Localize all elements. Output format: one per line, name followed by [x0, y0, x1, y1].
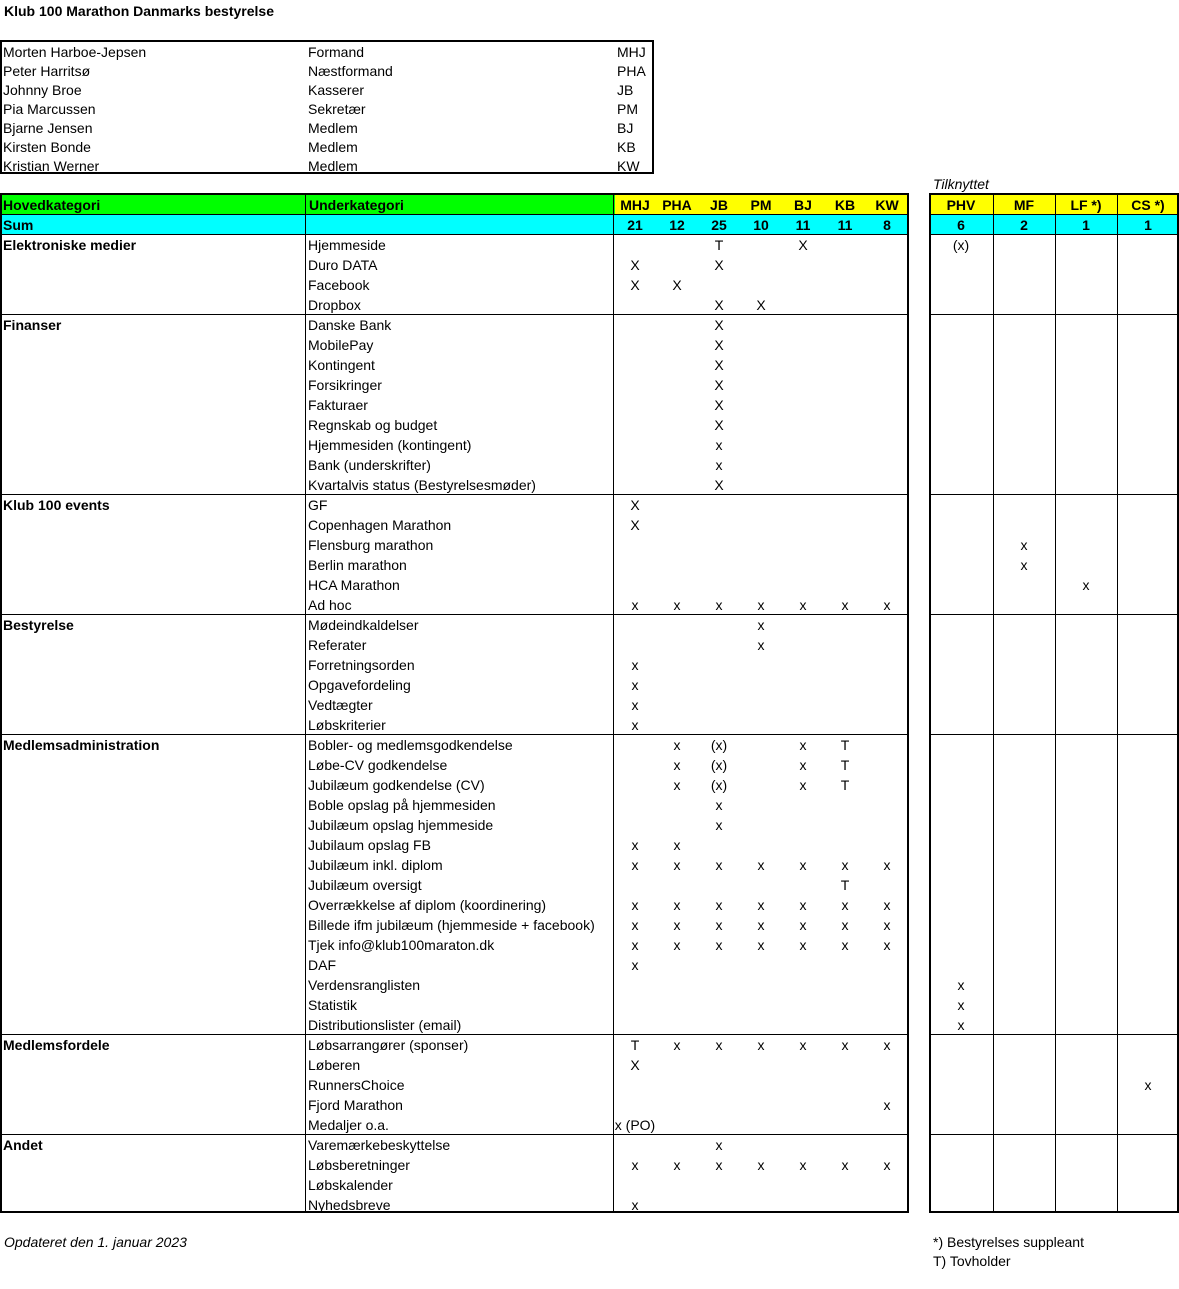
member-role: Kasserer: [308, 82, 365, 98]
subcategory-label: HCA Marathon: [308, 577, 400, 593]
group-divider: [2, 734, 907, 735]
assignment-mark: x: [673, 757, 681, 773]
side-column-header: CS *): [1131, 197, 1165, 213]
member-row: [2, 138, 652, 157]
assignment-mark: x: [631, 837, 639, 853]
header-sub-category: Underkategori: [309, 197, 404, 213]
subcategory-label: Tjek info@klub100maraton.dk: [308, 937, 495, 953]
assignment-mark: x: [631, 917, 639, 933]
member-role: Formand: [308, 44, 365, 60]
member-row: [2, 43, 652, 62]
updated-date: Opdateret den 1. januar 2023: [4, 1234, 187, 1250]
assignment-mark: x: [799, 777, 807, 793]
assignment-mark: x: [883, 1157, 891, 1173]
assignment-mark: x: [631, 897, 639, 913]
member-initials: KW: [617, 158, 640, 174]
member-row: [2, 157, 652, 176]
assignment-mark: X: [714, 337, 724, 353]
member-name: Johnny Broe: [3, 82, 82, 98]
assignment-mark: (x): [710, 757, 728, 773]
assignment-mark: X: [714, 397, 724, 413]
column-divider: [1117, 195, 1118, 1211]
subcategory-label: RunnersChoice: [308, 1077, 405, 1093]
assignment-mark: x: [715, 1137, 723, 1153]
category-heading: Medlemsadministration: [3, 737, 160, 753]
subcategory-label: Duro DATA: [308, 257, 378, 273]
assignment-mark: x: [673, 897, 681, 913]
column-header-pha: PHA: [662, 197, 692, 213]
member-name: Kirsten Bonde: [3, 139, 91, 155]
column-sum-kw: 8: [883, 217, 891, 233]
subcategory-label: Varemærkebeskyttelse: [308, 1137, 451, 1153]
column-header-jb: JB: [710, 197, 728, 213]
assignment-mark: x: [715, 797, 723, 813]
category-heading: Klub 100 events: [3, 497, 110, 513]
assignment-mark: x: [1144, 1077, 1152, 1093]
assignment-mark: T: [840, 737, 850, 753]
assignment-mark: x: [673, 837, 681, 853]
assignment-mark: x: [673, 1037, 681, 1053]
assignment-mark: T: [840, 777, 850, 793]
column-header-bj: BJ: [794, 197, 812, 213]
group-divider: [2, 494, 907, 495]
assignment-mark: x: [757, 1157, 765, 1173]
assignment-mark: X: [714, 297, 724, 313]
member-initials: PHA: [617, 63, 646, 79]
assignment-mark: x: [715, 1157, 723, 1173]
assignment-mark: x: [757, 937, 765, 953]
group-divider: [2, 214, 907, 215]
header-main-category: Hovedkategori: [3, 197, 101, 213]
column-header-mhj: MHJ: [620, 197, 650, 213]
column-sum-kb: 11: [837, 217, 853, 233]
subcategory-label: Jubilæum opslag hjemmeside: [308, 817, 494, 833]
assignment-mark: x: [631, 957, 639, 973]
assignment-mark: x: [631, 1197, 639, 1213]
assignment-mark: x: [883, 937, 891, 953]
group-divider: [931, 1034, 1177, 1035]
assignment-mark: X: [714, 357, 724, 373]
assignment-mark: x: [757, 597, 765, 613]
column-divider: [993, 195, 994, 1211]
side-column-sum: 1: [1144, 217, 1152, 233]
assignment-mark: (x): [710, 737, 728, 753]
group-divider: [2, 314, 907, 315]
assignment-mark: x: [631, 717, 639, 733]
subcategory-label: Flensburg marathon: [308, 537, 434, 553]
assignment-mark: x: [715, 597, 723, 613]
assignment-mark: x: [715, 817, 723, 833]
column-sum-pm: 10: [753, 217, 769, 233]
assignment-mark: X: [672, 277, 682, 293]
side-column-header: PHV: [946, 197, 976, 213]
assignment-mark: x: [799, 897, 807, 913]
side-column-header: MF: [1013, 197, 1035, 213]
group-divider: [2, 234, 907, 235]
assignment-mark: X: [798, 237, 808, 253]
column-sum-mhj: 21: [627, 217, 643, 233]
assignment-mark: T: [840, 877, 850, 893]
group-divider: [931, 734, 1177, 735]
member-initials: KB: [617, 139, 636, 155]
assignment-mark: x: [715, 917, 723, 933]
assignment-mark: x: [841, 1157, 849, 1173]
subcategory-label: Statistik: [308, 997, 358, 1013]
assignment-mark: x: [799, 1157, 807, 1173]
subcategory-label: Overrækkelse af diplom (koordinering): [308, 897, 547, 913]
assignment-mark: x: [673, 857, 681, 873]
group-divider: [931, 1134, 1177, 1135]
member-name: Pia Marcussen: [3, 101, 96, 117]
assignment-mark: X: [630, 277, 640, 293]
group-divider: [931, 234, 1177, 235]
group-divider: [931, 614, 1177, 615]
subcategory-label: Hjemmesiden (kontingent): [308, 437, 472, 453]
subcategory-label: Facebook: [308, 277, 370, 293]
assignment-mark: x: [673, 937, 681, 953]
assignment-mark: X: [630, 1057, 640, 1073]
assignment-mark: x: [715, 1037, 723, 1053]
assignment-mark: x: [673, 597, 681, 613]
member-role: Medlem: [308, 158, 358, 174]
assignment-mark: X: [630, 497, 640, 513]
assignment-mark: x: [631, 677, 639, 693]
assignment-mark: x: [631, 937, 639, 953]
assignment-mark: x: [715, 857, 723, 873]
assignment-mark: x: [715, 437, 723, 453]
subcategory-label: Regnskab og budget: [308, 417, 438, 433]
column-sum-jb: 25: [711, 217, 727, 233]
assignment-mark: X: [630, 257, 640, 273]
member-row: [2, 62, 652, 81]
member-role: Medlem: [308, 139, 358, 155]
assignment-mark: x: [757, 617, 765, 633]
subcategory-label: Løbe-CV godkendelse: [308, 757, 448, 773]
subcategory-label: Jubilæum inkl. diplom: [308, 857, 443, 873]
subcategory-label: Hjemmeside: [308, 237, 386, 253]
assignment-mark: x: [631, 857, 639, 873]
column-sum-bj: 11: [795, 217, 811, 233]
subcategory-label: MobilePay: [308, 337, 374, 353]
assignment-mark: x: [673, 1157, 681, 1173]
assignment-mark: T: [630, 1037, 640, 1053]
assignment-mark: x: [757, 1037, 765, 1053]
footnote-tovholder: T) Tovholder: [933, 1253, 1011, 1269]
subcategory-label: DAF: [308, 957, 336, 973]
assignment-mark: x: [883, 857, 891, 873]
assignment-mark: x: [1082, 577, 1090, 593]
category-heading: Bestyrelse: [3, 617, 74, 633]
member-name: Kristian Werner: [3, 158, 100, 174]
subcategory-label: Løbsberetninger: [308, 1157, 410, 1173]
member-name: Morten Harboe-Jepsen: [3, 44, 147, 60]
side-column-sum: 6: [957, 217, 965, 233]
column-divider: [305, 195, 306, 1211]
member-name: Peter Harritsø: [3, 63, 91, 79]
column-header-kb: KB: [834, 197, 856, 213]
group-divider: [931, 214, 1177, 215]
member-row: [2, 119, 652, 138]
subcategory-label: Mødeindkaldelser: [308, 617, 419, 633]
assignment-mark: x: [757, 637, 765, 653]
assignment-mark: x: [631, 597, 639, 613]
assignment-mark: x: [883, 917, 891, 933]
page-title: Klub 100 Marathon Danmarks bestyrelse: [4, 3, 274, 19]
assignment-mark: x: [841, 1037, 849, 1053]
subcategory-label: Boble opslag på hjemmesiden: [308, 797, 496, 813]
side-column-sum: 1: [1082, 217, 1090, 233]
members-table: [0, 40, 654, 174]
member-row: [2, 81, 652, 100]
assignment-mark: T: [840, 757, 850, 773]
subcategory-label: Jubilæum godkendelse (CV): [308, 777, 485, 793]
subcategory-label: Nyhedsbreve: [308, 1197, 391, 1213]
column-header-kw: KW: [875, 197, 899, 213]
sum-label: Sum: [3, 217, 34, 233]
subcategory-label: Dropbox: [308, 297, 361, 313]
assignment-mark: x: [841, 937, 849, 953]
assignment-mark: x: [631, 697, 639, 713]
assignment-mark: x: [757, 897, 765, 913]
assignment-mark: x: [799, 757, 807, 773]
task-grid-affiliated: [929, 193, 1179, 1213]
assignment-mark: x: [757, 857, 765, 873]
subcategory-label: Copenhagen Marathon: [308, 517, 452, 533]
subcategory-label: Fjord Marathon: [308, 1097, 403, 1113]
group-divider: [2, 1034, 907, 1035]
assignment-mark: X: [714, 377, 724, 393]
subcategory-label: Billede ifm jubilæum (hjemmeside + facebook): [308, 917, 595, 933]
group-divider: [931, 494, 1177, 495]
subcategory-label: Kontingent: [308, 357, 375, 373]
column-header-pm: PM: [750, 197, 772, 213]
assignment-mark: x: [631, 1157, 639, 1173]
subcategory-label: Danske Bank: [308, 317, 392, 333]
assignment-mark: X: [714, 477, 724, 493]
subcategory-label: Jubilaum opslag FB: [308, 837, 431, 853]
subcategory-label: Jubilæum oversigt: [308, 877, 422, 893]
assignment-mark: x: [957, 977, 965, 993]
task-grid-board: [0, 193, 909, 1213]
side-column-header: LF *): [1070, 197, 1102, 213]
subcategory-label: Opgavefordeling: [308, 677, 411, 693]
assignment-mark: x: [799, 737, 807, 753]
member-name: Bjarne Jensen: [3, 120, 93, 136]
assignment-mark: x: [841, 897, 849, 913]
subcategory-label: Bank (underskrifter): [308, 457, 431, 473]
category-heading: Finanser: [3, 317, 62, 333]
subcategory-label: Vedtægter: [308, 697, 373, 713]
subcategory-label: Løbsarrangører (sponser): [308, 1037, 469, 1053]
assignment-mark: X: [630, 517, 640, 533]
column-divider: [1055, 195, 1056, 1211]
assignment-mark: x: [757, 917, 765, 933]
member-role: Medlem: [308, 120, 358, 136]
group-divider: [2, 1134, 907, 1135]
assignment-mark: x: [799, 597, 807, 613]
assignment-mark: x: [799, 917, 807, 933]
assignment-mark: T: [714, 237, 724, 253]
category-heading: Andet: [3, 1137, 43, 1153]
assignment-mark: X: [714, 257, 724, 273]
assignment-mark: x: [673, 777, 681, 793]
assignment-mark: x: [673, 917, 681, 933]
footnote-suppleant: *) Bestyrelses suppleant: [933, 1234, 1084, 1250]
column-sum-pha: 12: [669, 217, 685, 233]
member-role: Næstformand: [308, 63, 393, 79]
assignment-mark: x: [799, 937, 807, 953]
assignment-mark: x: [841, 857, 849, 873]
subcategory-label: Løbskriterier: [308, 717, 386, 733]
subcategory-label: Ad hoc: [308, 597, 352, 613]
assignment-mark: X: [714, 317, 724, 333]
subcategory-label: Løberen: [308, 1057, 361, 1073]
category-heading: Medlemsfordele: [3, 1037, 110, 1053]
subcategory-label: Referater: [308, 637, 367, 653]
assignment-mark: x: [799, 1037, 807, 1053]
assignment-mark: x: [841, 597, 849, 613]
subcategory-label: Medaljer o.a.: [308, 1117, 389, 1133]
assignment-mark: x: [673, 737, 681, 753]
assignment-mark: x (PO): [614, 1117, 656, 1133]
subcategory-label: Bobler- og medlemsgodkendelse: [308, 737, 513, 753]
assignment-mark: x: [631, 657, 639, 673]
subcategory-label: Løbskalender: [308, 1177, 393, 1193]
member-row: [2, 100, 652, 119]
assignment-mark: x: [715, 937, 723, 953]
assignment-mark: x: [799, 857, 807, 873]
subcategory-label: Fakturaer: [308, 397, 368, 413]
affiliated-label: Tilknyttet: [933, 176, 989, 192]
assignment-mark: (x): [952, 237, 970, 253]
subcategory-label: Forretningsorden: [308, 657, 415, 673]
group-divider: [2, 614, 907, 615]
assignment-mark: x: [715, 457, 723, 473]
assignment-mark: x: [1020, 557, 1028, 573]
subcategory-label: GF: [308, 497, 328, 513]
assignment-mark: x: [957, 997, 965, 1013]
assignment-mark: x: [841, 917, 849, 933]
assignment-mark: X: [756, 297, 766, 313]
subcategory-label: Distributionslister (email): [308, 1017, 462, 1033]
assignment-mark: x: [883, 1097, 891, 1113]
member-initials: BJ: [617, 120, 634, 136]
assignment-mark: x: [957, 1017, 965, 1033]
assignment-mark: x: [883, 1037, 891, 1053]
group-divider: [931, 314, 1177, 315]
member-initials: JB: [617, 82, 634, 98]
member-role: Sekretær: [308, 101, 366, 117]
assignment-mark: x: [1020, 537, 1028, 553]
assignment-mark: (x): [710, 777, 728, 793]
assignment-mark: x: [883, 897, 891, 913]
assignment-mark: X: [714, 417, 724, 433]
member-initials: PM: [617, 101, 638, 117]
member-initials: MHJ: [617, 44, 646, 60]
assignment-mark: x: [715, 897, 723, 913]
assignment-mark: x: [883, 597, 891, 613]
subcategory-label: Berlin marathon: [308, 557, 407, 573]
column-divider: [613, 195, 614, 1211]
subcategory-label: Forsikringer: [308, 377, 382, 393]
category-heading: Elektroniske medier: [3, 237, 137, 253]
subcategory-label: Verdensranglisten: [308, 977, 421, 993]
subcategory-label: Kvartalvis status (Bestyrelsesmøder): [308, 477, 536, 493]
side-column-sum: 2: [1020, 217, 1028, 233]
